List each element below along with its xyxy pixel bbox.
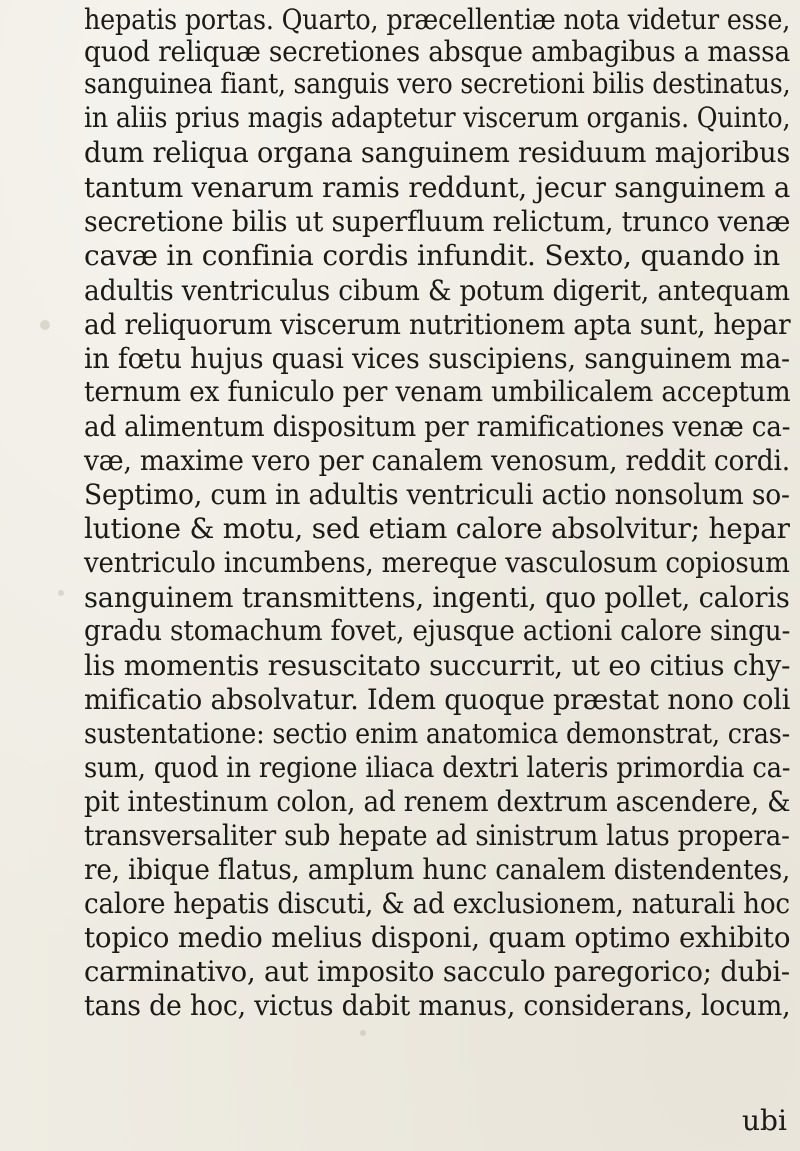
text-line: tantum venarum ramis reddunt, jecur sanguinem a: [84, 171, 791, 204]
text-line: ventriculo incumbens, mereque vasculosum copiosum: [84, 546, 790, 579]
text-line: transversaliter sub hepate ad sinistrum latus propera-: [84, 819, 790, 852]
text-line: secretione bilis ut superfluum relictum, trunco venæ: [84, 205, 791, 238]
text-line: tans de hoc, victus dabit manus, considerans, locum,: [84, 989, 791, 1022]
text-line: sanguinem transmittens, ingenti, quo pollet, caloris: [84, 581, 790, 614]
text-line: ternum ex funiculo per venam umbilicalem acceptum: [84, 375, 791, 408]
text-line: sanguinea fiant, sanguis vero secretioni bilis destinatus,: [84, 67, 791, 100]
text-line: lis momentis resuscitato succurrit, ut eo citius chy-: [84, 649, 791, 682]
text-line: ad reliquorum viscerum nutritionem apta sunt, hepar: [84, 308, 791, 341]
text-line: Septimo, cum in adultis ventriculi actio nonsolum so-: [84, 478, 790, 511]
text-line: adultis ventriculus cibum & potum digerit, antequam: [84, 274, 790, 307]
text-line: quod reliquæ secretiones absque ambagibus a massa: [84, 35, 791, 68]
text-line: re, ibique flatus, amplum hunc canalem distendentes,: [84, 853, 791, 886]
text-line: væ, maxime vero per canalem venosum, reddit cordi.: [84, 444, 790, 477]
text-line: cavæ in confinia cordis infundit. Sexto, quando in: [84, 239, 781, 272]
text-line: hepatis portas. Quarto, præcellentiæ nota videtur esse,: [84, 3, 791, 36]
text-line: gradu stomachum fovet, ejusque actioni calore singu-: [84, 614, 791, 647]
text-line: topico medio melius disponi, quam optimo exhibito: [84, 921, 791, 954]
text-line: lutione & motu, sed etiam calore absolvitur; hepar: [84, 512, 790, 545]
text-line: in fœtu hujus quasi vices suscipiens, sanguinem ma-: [84, 342, 790, 375]
catchword: ubi: [742, 1104, 787, 1137]
text-line: in aliis prius magis adaptetur viscerum organis. Quinto,: [84, 101, 791, 134]
text-line: pit intestinum colon, ad renem dextrum ascendere, &: [84, 785, 791, 818]
text-line: mificatio absolvatur. Idem quoque præstat nono coli: [84, 683, 791, 716]
text-line: calore hepatis discuti, & ad exclusionem, naturali hoc: [84, 887, 790, 920]
text-line: sustentatione: sectio enim anatomica demonstrat, cras-: [84, 717, 791, 750]
text-line: ad alimentum dispositum per ramificationes venæ ca-: [84, 410, 791, 443]
text-line: dum reliqua organa sanguinem residuum majoribus: [84, 136, 791, 169]
text-line: sum, quod in regione iliaca dextri lateris primordia ca-: [84, 751, 791, 784]
text-line: carminativo, aut imposito sacculo paregorico; dubi-: [84, 955, 790, 988]
